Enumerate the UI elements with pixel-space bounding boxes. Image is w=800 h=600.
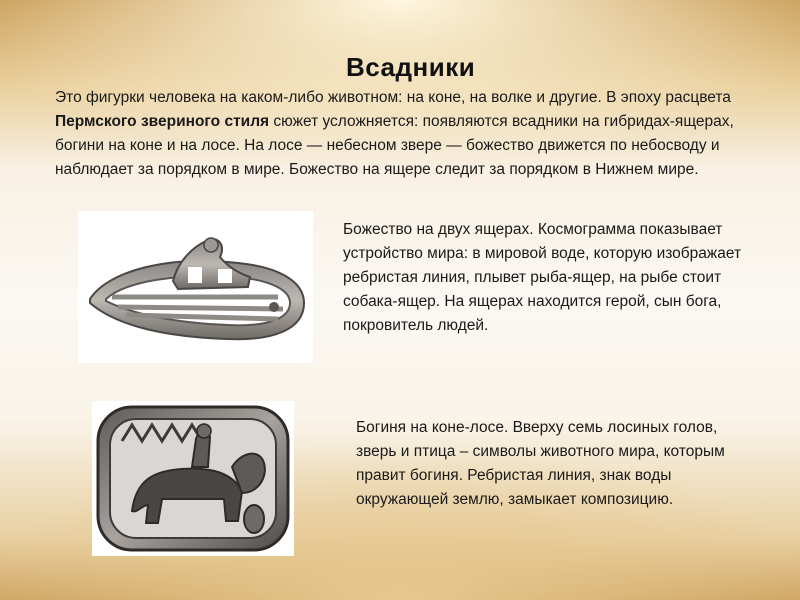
artifact-image-goddess-on-horse-elk bbox=[92, 401, 294, 556]
caption-deity-on-lizards: Божество на двух ящерах. Космограмма показывает устройство мира: в мировой воде, которую изображает ребристая линия, плывет рыба-ящер, на рыбе стоит собака-ящер. На ящерах находится герой, сын бога, покровитель людей. bbox=[343, 221, 742, 334]
artifact-image-deity-on-lizards bbox=[78, 211, 313, 363]
caption-goddess-on-horse-elk: Богиня на коне-лосе. Вверху семь лосиных голов, зверь и птица – символы животного мира, которым правит богиня. Ребристая линия, знак воды окружающей землю, замыкает композицию. bbox=[356, 419, 725, 508]
intro-text-1: Это фигурки человека на каком-либо животном: на коне, на волке и другие. В эпоху расцвета bbox=[55, 89, 731, 106]
intro-text-2: сюжет усложняется: появляются всадники на гибридах-ящерах, богини на коне и на лосе. На лосе — небесном звере — божество движется по небосводу и наблюдает за порядком в мире. Божество на ящере следит за порядком в Нижнем мире. bbox=[55, 113, 734, 178]
intro-bold-term: Пермского звериного стиля bbox=[55, 113, 270, 130]
slide-title: Всадники bbox=[346, 52, 476, 82]
intro-paragraph bbox=[55, 86, 745, 182]
